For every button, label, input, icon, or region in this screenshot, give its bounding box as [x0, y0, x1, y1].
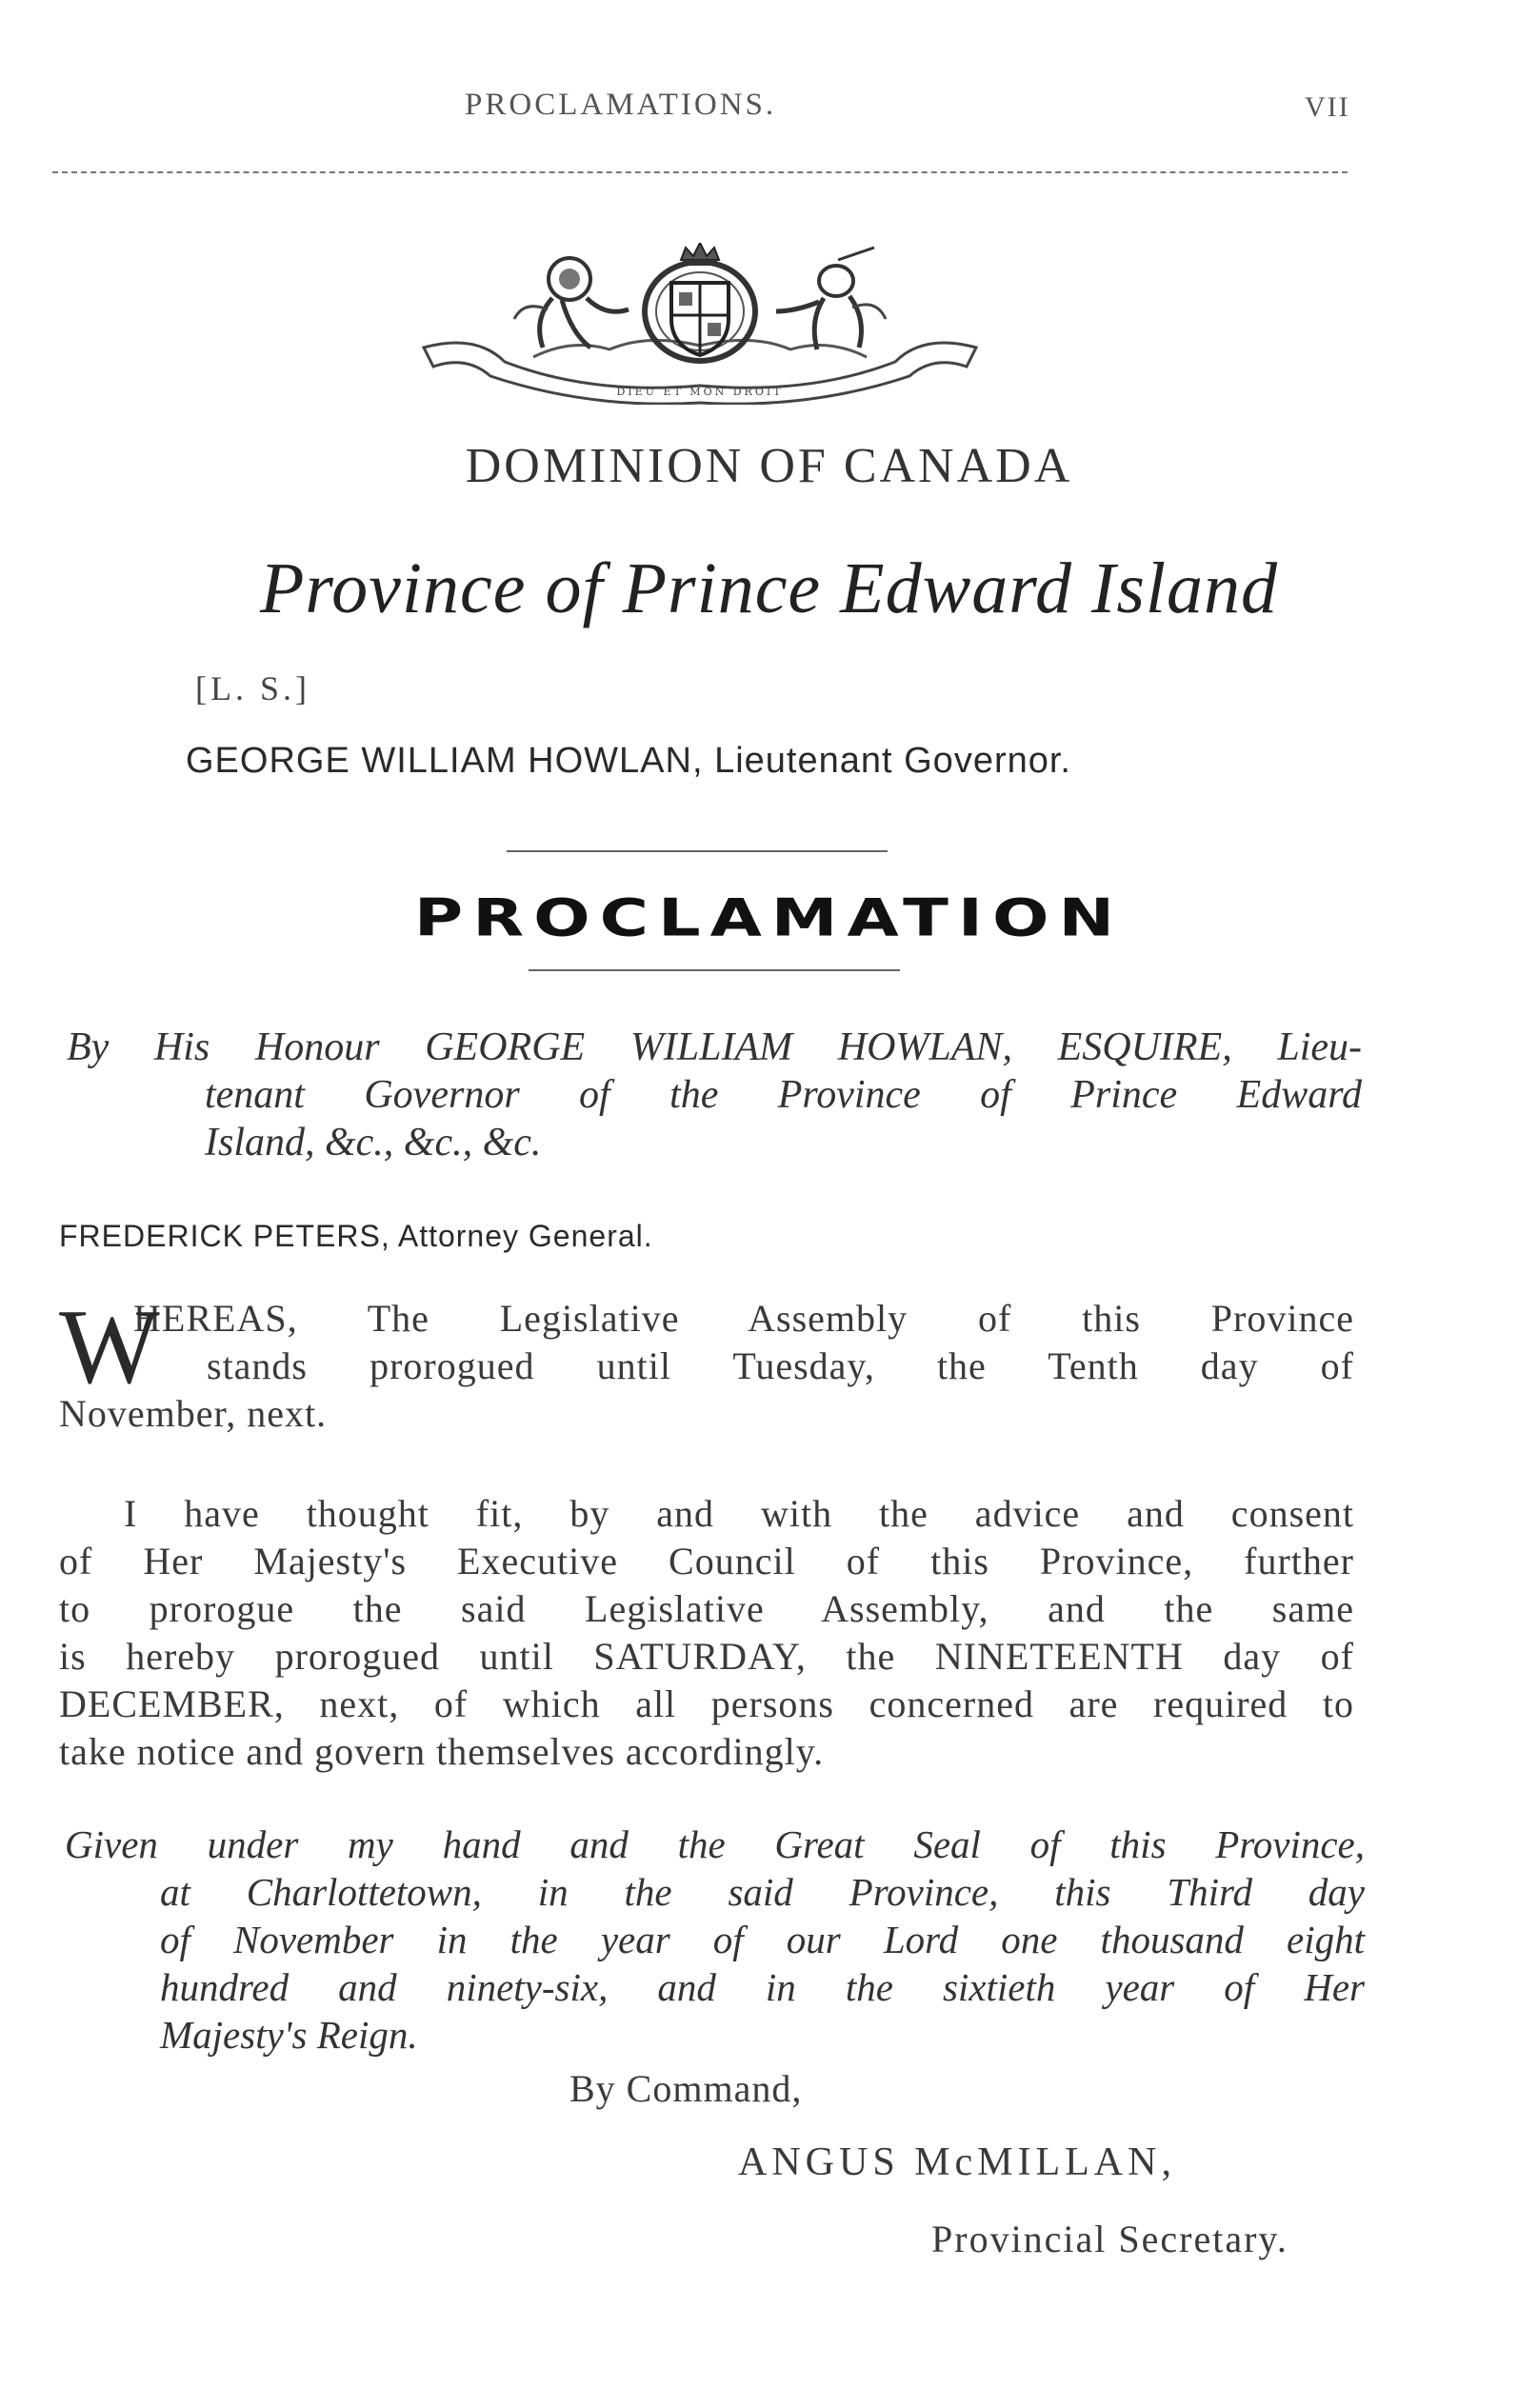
by-honour-line: tenant Governor of the Province of Prince Edward [205, 1073, 1362, 1117]
title-rule-bottom [529, 969, 900, 971]
paragraph-line: November, next. [59, 1392, 328, 1435]
attorney-general-line: FREDERICK PETERS, Attorney General. [59, 1219, 653, 1253]
paragraph-line: hundred and ninety-six, and in the sixtieth year of Her [160, 1965, 1365, 2009]
title-rule-top [507, 850, 888, 852]
paragraph-line: Given under my hand and the Great Seal of this Province, [65, 1822, 1365, 1866]
by-command: By Command, [569, 2067, 803, 2110]
paragraph-line: take notice and govern themselves accordingly. [59, 1730, 825, 1773]
by-honour-line: By His Honour GEORGE WILLIAM HOWLAN, ESQUIRE, Lieu- [67, 1025, 1362, 1069]
running-head: PROCLAMATIONS. [465, 88, 777, 122]
svg-text:DIEU ET MON DROIT: DIEU ET MON DROIT [616, 386, 784, 398]
given-under-paragraph [65, 1821, 1365, 2059]
paragraph-line: at Charlottetown, in the said Province, this Third day [160, 1870, 1365, 1914]
paragraph-line: DECEMBER, next, of which all persons concerned are required to [59, 1682, 1354, 1725]
prorogation-paragraph [59, 1490, 1354, 1776]
paragraph-line: Majesty's Reign. [160, 2013, 418, 2057]
paragraph-line: of November in the year of our Lord one thousand eight [160, 1918, 1365, 1961]
province-heading: Province of Prince Edward Island [259, 548, 1279, 628]
paragraph-line: is hereby prorogued until SATURDAY, the NINETEENTH day of [59, 1635, 1354, 1678]
secretary-title: Provincial Secretary. [931, 2218, 1288, 2260]
paragraph-line: I have thought fit, by and with the advice and consent [124, 1492, 1354, 1535]
seal-label: [L. S.] [195, 669, 310, 707]
governor-line: GEORGE WILLIAM HOWLAN, Lieutenant Governor. [186, 741, 1071, 781]
paragraph-line: of Her Majesty's Executive Council of this Province, further [59, 1540, 1354, 1582]
paragraph-line: to prorogue the said Legislative Assembly, and the same [59, 1587, 1354, 1630]
royal-coat-of-arms-icon [419, 243, 981, 405]
proclamation-heading: PROCLAMATION [413, 887, 1125, 948]
page-number: VII [1305, 91, 1350, 123]
paragraph-line: HEREAS, The Legislative Assembly of this Province [133, 1297, 1354, 1340]
drop-cap: W [59, 1288, 161, 1406]
by-honour-line: Island, &c., &c., &c. [205, 1121, 542, 1164]
whereas-paragraph [59, 1288, 1354, 1438]
secretary-name: ANGUS McMILLAN, [738, 2140, 1176, 2184]
header-rule [52, 171, 1348, 173]
paragraph-line: stands prorogued until Tuesday, the Tenth day of [207, 1344, 1354, 1387]
by-honour-paragraph [67, 1024, 1362, 1166]
dominion-heading: DOMINION OF CANADA [465, 439, 1073, 493]
